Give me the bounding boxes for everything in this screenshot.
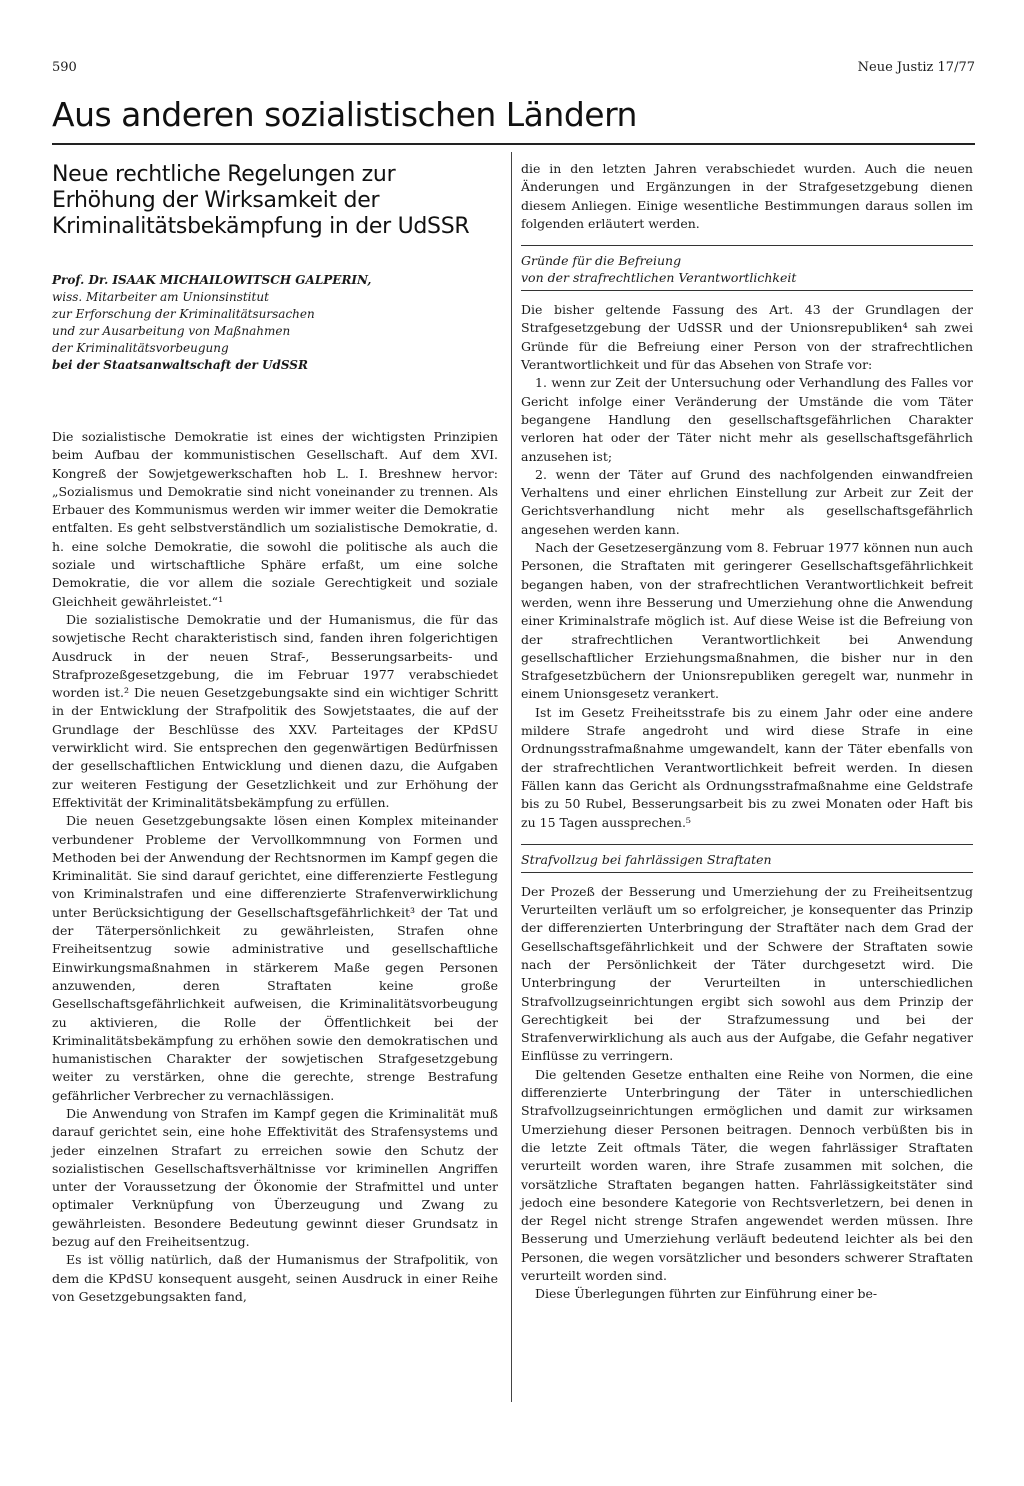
body-paragraph: Die bisher geltende Fassung des Art. 43 der Grundlagen der Strafgesetzgebung der UdSSR und der Unionsrepubliken⁴ sah zwei Gründe für die Befreiung einer Person von der strafrechtlichen Verantwortlichkeit und für das Absehen von Strafe vor: xyxy=(521,302,973,373)
subheading-line: von der strafrechtlichen Verantwortlichkeit xyxy=(521,270,797,286)
body-paragraph: Die sozialistische Demokratie ist eines der wichtigsten Prinzipien beim Aufbau der kommunistischen Gesellschaft. Auf dem XVI. Kongreß der Sowjetgewerkschaften hob L. I. Breshnew hervor: „Sozialismus und Demokratie sind nicht voneinander zu trennen. Als Erbauer des Kommunismus werden wir immer weiter die Demokratie entfalten. Es geht selbstverständlich um sozialistische Demokratie, d. h. eine solche Demokratie, die sowohl die politische als auch die soziale und wirtschaftliche Sphäre erfaßt, um eine solche Demokratie, die vor allem die soziale Gerechtigkeit und soziale Gleichheit gewährleistet.“¹ xyxy=(52,429,498,609)
author-affiliation-line: wiss. Mitarbeiter am Unionsinstitut xyxy=(52,290,269,304)
author-affiliation-line: der Kriminalitätsvorbeugung xyxy=(52,341,229,355)
body-paragraph: Die Anwendung von Strafen im Kampf gegen die Kriminalität muß darauf gerichtet sein, eine hohe Effektivität des Strafensystems und jeder einzelnen Strafart zu erreichen sowie den Schutz der sozialistischen Gesellschaftsverhältnisse vor kriminellen Angriffen unter der Voraussetzung der Ökonomie der Strafmittel und unter optimaler Verknüpfung von Überzeugung und Zwang zu gewährleisten. Besondere Bedeutung gewinnt dieser Grundsatz in bezug auf den Freiheitsentzug. xyxy=(52,1105,498,1250)
subheading-rule xyxy=(521,872,973,873)
article-title: Neue rechtliche Regelungen zur Erhöhung der Wirksamkeit der Kriminalitätsbekämpfung in der UdSSR xyxy=(52,162,470,239)
journal-issue: Neue Justiz 17/77 xyxy=(857,60,975,75)
subheading-strafvollzug xyxy=(521,844,973,873)
column-divider xyxy=(511,152,512,1402)
body-paragraph: Die sozialistische Demokratie und der Humanismus, die für das sowjetische Recht charakteristisch sind, fanden ihren folgerichtigen Ausdruck in der neuen Straf-, Besserungsarbeits- und Strafprozeßgesetzgebung, die im Februar 1977 verabschiedet worden ist.² Die neuen Gesetzgebungsakte sind ein wichtiger Schritt in der Entwicklung der Strafpolitik des Sowjetstaates, die auf der Grundlage der Beschlüsse des XXV. Parteitages der KPdSU verwirklicht wird. Sie entsprechen den gegenwärtigen Bedürfnissen der gesellschaftlichen Entwicklung und dienen dazu, die Aufgaben zur weiteren Festigung der Gesetzlichkeit und zur Erhöhung der Effektivität der Kriminalitätsbekämpfung zu erfüllen. xyxy=(52,611,498,810)
list-item: 1. wenn zur Zeit der Untersuchung oder Verhandlung des Falles vor Gericht infolge einer Veränderung der Umstände die vom Täter begangene Handlung den gesellschaftsgefährlichen Charakter verloren hat oder der Täter nicht mehr als gesellschaftsgefährlich anzusehen ist; xyxy=(521,375,973,464)
list-item: 2. wenn der Täter auf Grund des nachfolgenden einwandfreien Verhaltens und einer ehrlichen Einstellung zur Arbeit zur Zeit der Gerichtsverhandlung nicht mehr als gesellschaftsgefährlich angesehen werden kann. xyxy=(521,466,973,537)
body-paragraph: Nach der Gesetzesergänzung vom 8. Februar 1977 können nun auch Personen, die Straftaten mit geringerer Gesellschaftsgefährlichkeit begangen haben, von der strafrechtlichen Verantwortlichkeit befreit werden, wenn ihre Besserung und Umerziehung ohne die Anwendung einer Kriminalstrafe möglich ist. Auf diese Weise ist die Befreiung von der strafrechtlichen Verantwortlichkeit bei Anwendung gesellschaftlicher Erziehungsmaßnahmen, die bisher nur in den Strafgesetzbüchern der Unionsrepubliken geregelt war, nunmehr in einem Unionsgesetz verankert. xyxy=(521,540,973,702)
body-paragraph: Diese Überlegungen führten zur Einführung einer be- xyxy=(535,1286,878,1302)
body-paragraph: Ist im Gesetz Freiheitsstrafe bis zu einem Jahr oder eine andere mildere Strafe angedroht und wird diese Strafe in eine Ordnungsstrafmaßnahme umgewandelt, kann der Täter ebenfalls von der strafrechtlichen Verantwortlichkeit befreit werden. In diesen Fällen kann das Gericht als Ordnungsstrafmaßnahme eine Geldstrafe bis zu 50 Rubel, Besserungsarbeit bis zu zwei Monaten oder Haft bis zu 15 Tagen aussprechen.⁵ xyxy=(521,704,973,830)
section-rule xyxy=(52,143,975,145)
subheading-line: Gründe für die Befreiung xyxy=(521,253,682,269)
subheading-rule xyxy=(521,290,973,291)
left-column xyxy=(52,162,498,1306)
author-byline xyxy=(52,272,498,374)
body-paragraph: Die geltenden Gesetze enthalten eine Reihe von Normen, die eine differenzierte Unterbringung der Täter in unterschiedlichen Strafvollzugseinrichtungen ermöglichen und damit zur wirksamen Umerziehung dieser Personen beitragen. Dennoch verbüßten bis in die letzte Zeit oftmals Täter, die wegen fahrlässiger Straftaten verurteilt worden waren, ihre Strafe zusammen mit solchen, die vorsätzliche Straftaten begangen hatten. Fahrlässigkeitstäter sind jedoch eine besondere Kategorie von Rechtsverletzern, bei denen in der Regel nicht strenge Strafen angewendet werden müssen. Ihre Besserung und Umerziehung verläuft bedeutend leichter als bei den Personen, die wegen vorsätzlicher und besonders schwerer Straftaten verurteilt worden sind. xyxy=(521,1066,973,1284)
subheading-line: Strafvollzug bei fahrlässigen Straftaten xyxy=(521,851,772,867)
author-affiliation-line: zur Erforschung der Kriminalitätsursachen xyxy=(52,307,315,321)
body-paragraph: Die neuen Gesetzgebungsakte lösen einen Komplex miteinander verbundener Probleme der Vervollkommnung von Formen und Methoden bei der Anwendung der Rechtsnormen im Kampf gegen die Kriminalität. Sie sind darauf gerichtet, eine differenzierte Festlegung von Kriminalstrafen und eine differenzierte Strafenverwirklichung unter Berücksichtigung der Gesellschaftsgefährlichkeit³ der Tat und der Täterpersönlichkeit zu gewährleisten, Strafen ohne Freiheitsentzug sowie administrative und gesellschaftliche Einwirkungsmaßnahmen in stärkerem Maße gegen Personen anzuwenden, deren Straftaten keine große Gesellschaftsgefährlichkeit aufweisen, die Kriminalitätsvorbeugung zu aktivieren, die Rolle der Öffentlichkeit bei der Kriminalitätsbekämpfung zu erhöhen sowie den demokratischen und humanistischen Charakter der sowjetischen Strafgesetzgebung weiter zu verstärken, ohne die gerechte, strenge Bestrafung gefährlicher Verbrecher zu vernachlässigen. xyxy=(52,813,498,1103)
page-number: 590 xyxy=(52,60,77,75)
body-paragraph: Es ist völlig natürlich, daß der Humanismus der Strafpolitik, von dem die KPdSU konsequent ausgeht, seinen Ausdruck in einer Reihe von Gesetzgebungsakten fand, xyxy=(52,1252,498,1304)
author-name: Prof. Dr. ISAAK MICHAILOWITSCH GALPERIN, xyxy=(52,273,372,287)
right-column xyxy=(521,160,973,1304)
author-affiliation-line: bei der Staatsanwaltschaft der UdSSR xyxy=(52,358,308,372)
body-paragraph: Der Prozeß der Besserung und Umerziehung der zu Freiheitsentzug Verurteilten verläuft um so erfolgreicher, je konsequenter das Prinzip der differenzierten Unterbringung der Straftäter nach dem Grad der Gesellschaftsgefährlichkeit und der Schwere der Straftaten sowie nach der Persönlichkeit der Täter durchgesetzt wird. Die Unterbringung der Verurteilten in unterschiedlichen Strafvollzugseinrichtungen ergibt sich sowohl aus dem Prinzip der Gerechtigkeit bei der Strafzumessung und bei der Strafenverwirklichung als auch aus der Aufgabe, die Gefahr negativer Einflüsse zu verringern. xyxy=(521,883,973,1064)
subheading-befreiung xyxy=(521,245,973,291)
section-title: Aus anderen sozialistischen Ländern xyxy=(52,95,637,134)
author-affiliation-line: und zur Ausarbeitung von Maßnahmen xyxy=(52,324,291,338)
body-paragraph: die in den letzten Jahren verabschiedet wurden. Auch die neuen Änderungen und Ergänzungen in der Strafgesetzgebung dienen diesem Anliegen. Einige wesentliche Bestimmungen daraus sollen im folgenden erläutert werden. xyxy=(521,161,973,231)
